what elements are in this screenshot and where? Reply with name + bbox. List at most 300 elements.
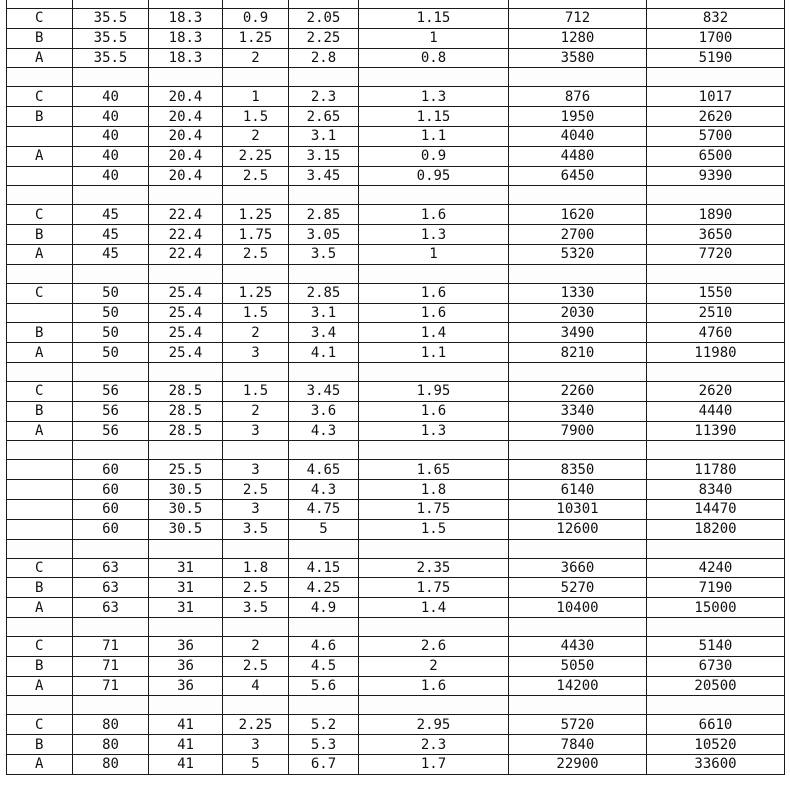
col-4-cell: 1.25 bbox=[223, 28, 289, 48]
col-5-cell: 5.3 bbox=[289, 735, 359, 755]
col-7-cell: 876 bbox=[509, 87, 647, 107]
col-8-cell: 4760 bbox=[647, 323, 785, 343]
col-7-cell: 3660 bbox=[509, 558, 647, 578]
col-5-cell: 3.45 bbox=[289, 381, 359, 401]
table-row bbox=[7, 598, 785, 618]
col-7-cell: 4430 bbox=[509, 636, 647, 656]
table-row bbox=[7, 87, 785, 107]
grade-cell: C bbox=[7, 558, 73, 578]
col-3-cell: 28.5 bbox=[149, 421, 223, 441]
col-4-cell: 4 bbox=[223, 676, 289, 696]
col-6-cell: 1.3 bbox=[359, 225, 509, 245]
empty-cell bbox=[73, 441, 149, 460]
empty-cell bbox=[359, 617, 509, 636]
grade-cell: C bbox=[7, 715, 73, 735]
col-4-cell: 2.25 bbox=[223, 715, 289, 735]
col-2-cell: 60 bbox=[73, 519, 149, 539]
col-4-cell: 1.5 bbox=[223, 303, 289, 323]
col-2-cell: 50 bbox=[73, 343, 149, 363]
col-8-cell: 4440 bbox=[647, 401, 785, 421]
col-2-cell: 63 bbox=[73, 578, 149, 598]
col-4-cell: 2 bbox=[223, 48, 289, 68]
col-2-cell: 45 bbox=[73, 225, 149, 245]
col-6-cell: 1.15 bbox=[359, 9, 509, 29]
col-7-cell: 6450 bbox=[509, 166, 647, 186]
empty-cell bbox=[223, 0, 289, 9]
col-5-cell: 4.1 bbox=[289, 343, 359, 363]
col-7-cell: 8350 bbox=[509, 460, 647, 480]
col-6-cell: 1.6 bbox=[359, 401, 509, 421]
col-2-cell: 40 bbox=[73, 107, 149, 127]
col-3-cell: 22.4 bbox=[149, 205, 223, 225]
col-7-cell: 5050 bbox=[509, 656, 647, 676]
col-5-cell: 2.65 bbox=[289, 107, 359, 127]
col-5-cell: 3.15 bbox=[289, 146, 359, 166]
col-2-cell: 80 bbox=[73, 735, 149, 755]
col-4-cell: 3 bbox=[223, 735, 289, 755]
col-5-cell: 2.85 bbox=[289, 283, 359, 303]
empty-cell bbox=[359, 696, 509, 715]
grade-cell bbox=[7, 499, 73, 519]
grade-cell: A bbox=[7, 343, 73, 363]
col-3-cell: 18.3 bbox=[149, 28, 223, 48]
col-5-cell: 2.85 bbox=[289, 205, 359, 225]
table-row bbox=[7, 480, 785, 500]
col-7-cell: 5320 bbox=[509, 244, 647, 264]
col-8-cell: 832 bbox=[647, 9, 785, 29]
empty-cell bbox=[647, 617, 785, 636]
col-4-cell: 2.25 bbox=[223, 146, 289, 166]
col-7-cell: 7840 bbox=[509, 735, 647, 755]
col-3-cell: 22.4 bbox=[149, 225, 223, 245]
table-row bbox=[7, 676, 785, 696]
empty-cell bbox=[509, 264, 647, 283]
col-4-cell: 0.9 bbox=[223, 9, 289, 29]
col-4-cell: 1.5 bbox=[223, 381, 289, 401]
col-5-cell: 2.3 bbox=[289, 87, 359, 107]
table-row bbox=[7, 166, 785, 186]
table-row bbox=[7, 225, 785, 245]
col-7-cell: 2700 bbox=[509, 225, 647, 245]
col-3-cell: 36 bbox=[149, 636, 223, 656]
col-2-cell: 71 bbox=[73, 656, 149, 676]
table-row bbox=[7, 754, 785, 774]
col-6-cell: 2 bbox=[359, 656, 509, 676]
empty-cell bbox=[289, 441, 359, 460]
col-3-cell: 25.5 bbox=[149, 460, 223, 480]
col-4-cell: 2 bbox=[223, 401, 289, 421]
data-table bbox=[6, 0, 785, 775]
table-row bbox=[7, 578, 785, 598]
col-5-cell: 3.6 bbox=[289, 401, 359, 421]
col-5-cell: 2.25 bbox=[289, 28, 359, 48]
col-3-cell: 28.5 bbox=[149, 381, 223, 401]
col-6-cell: 0.9 bbox=[359, 146, 509, 166]
empty-cell bbox=[7, 264, 73, 283]
col-7-cell: 10400 bbox=[509, 598, 647, 618]
empty-cell bbox=[149, 362, 223, 381]
col-3-cell: 25.4 bbox=[149, 283, 223, 303]
col-4-cell: 5 bbox=[223, 754, 289, 774]
col-2-cell: 35.5 bbox=[73, 48, 149, 68]
table-row bbox=[7, 323, 785, 343]
col-8-cell: 1700 bbox=[647, 28, 785, 48]
table-row bbox=[7, 303, 785, 323]
col-2-cell: 56 bbox=[73, 401, 149, 421]
col-2-cell: 71 bbox=[73, 676, 149, 696]
empty-cell bbox=[289, 696, 359, 715]
empty-cell bbox=[289, 68, 359, 87]
grade-cell: C bbox=[7, 636, 73, 656]
grade-cell: C bbox=[7, 87, 73, 107]
col-7-cell: 3340 bbox=[509, 401, 647, 421]
grade-cell: C bbox=[7, 9, 73, 29]
grade-cell bbox=[7, 166, 73, 186]
col-4-cell: 1.75 bbox=[223, 225, 289, 245]
empty-cell bbox=[647, 696, 785, 715]
col-8-cell: 33600 bbox=[647, 754, 785, 774]
col-2-cell: 80 bbox=[73, 715, 149, 735]
col-5-cell: 4.5 bbox=[289, 656, 359, 676]
col-4-cell: 2.5 bbox=[223, 656, 289, 676]
table-row bbox=[7, 499, 785, 519]
top-partial-row bbox=[7, 0, 785, 9]
table-row bbox=[7, 205, 785, 225]
col-7-cell: 10301 bbox=[509, 499, 647, 519]
col-2-cell: 71 bbox=[73, 636, 149, 656]
col-2-cell: 56 bbox=[73, 381, 149, 401]
empty-cell bbox=[223, 362, 289, 381]
empty-cell bbox=[73, 617, 149, 636]
col-4-cell: 3 bbox=[223, 460, 289, 480]
col-2-cell: 80 bbox=[73, 754, 149, 774]
separator-row bbox=[7, 264, 785, 283]
col-3-cell: 31 bbox=[149, 558, 223, 578]
empty-cell bbox=[149, 617, 223, 636]
grade-cell: B bbox=[7, 401, 73, 421]
col-3-cell: 41 bbox=[149, 735, 223, 755]
col-8-cell: 11780 bbox=[647, 460, 785, 480]
col-6-cell: 2.6 bbox=[359, 636, 509, 656]
col-6-cell: 1.3 bbox=[359, 87, 509, 107]
col-7-cell: 4040 bbox=[509, 126, 647, 146]
col-7-cell: 2030 bbox=[509, 303, 647, 323]
table-row bbox=[7, 146, 785, 166]
grade-cell bbox=[7, 480, 73, 500]
col-3-cell: 20.4 bbox=[149, 126, 223, 146]
empty-cell bbox=[359, 441, 509, 460]
grade-cell bbox=[7, 126, 73, 146]
grade-cell: B bbox=[7, 656, 73, 676]
separator-row bbox=[7, 441, 785, 460]
col-6-cell: 2.35 bbox=[359, 558, 509, 578]
col-2-cell: 40 bbox=[73, 126, 149, 146]
col-6-cell: 1.4 bbox=[359, 598, 509, 618]
col-4-cell: 1.25 bbox=[223, 283, 289, 303]
col-5-cell: 2.05 bbox=[289, 9, 359, 29]
col-8-cell: 6610 bbox=[647, 715, 785, 735]
grade-cell bbox=[7, 460, 73, 480]
col-6-cell: 1.15 bbox=[359, 107, 509, 127]
col-3-cell: 20.4 bbox=[149, 87, 223, 107]
empty-cell bbox=[7, 696, 73, 715]
col-6-cell: 1.75 bbox=[359, 499, 509, 519]
col-2-cell: 40 bbox=[73, 166, 149, 186]
grade-cell: A bbox=[7, 676, 73, 696]
col-7-cell: 5270 bbox=[509, 578, 647, 598]
table-row bbox=[7, 735, 785, 755]
grade-cell: A bbox=[7, 48, 73, 68]
col-6-cell: 1 bbox=[359, 28, 509, 48]
empty-cell bbox=[7, 362, 73, 381]
empty-cell bbox=[73, 696, 149, 715]
col-4-cell: 2.5 bbox=[223, 480, 289, 500]
col-3-cell: 30.5 bbox=[149, 519, 223, 539]
grade-cell: B bbox=[7, 323, 73, 343]
col-6-cell: 2.3 bbox=[359, 735, 509, 755]
col-3-cell: 31 bbox=[149, 578, 223, 598]
empty-cell bbox=[149, 539, 223, 558]
col-3-cell: 25.4 bbox=[149, 343, 223, 363]
col-3-cell: 31 bbox=[149, 598, 223, 618]
col-6-cell: 1.75 bbox=[359, 578, 509, 598]
empty-cell bbox=[359, 539, 509, 558]
col-7-cell: 712 bbox=[509, 9, 647, 29]
table-row bbox=[7, 283, 785, 303]
table-row bbox=[7, 28, 785, 48]
empty-cell bbox=[7, 441, 73, 460]
col-8-cell: 15000 bbox=[647, 598, 785, 618]
col-6-cell: 1.1 bbox=[359, 126, 509, 146]
grade-cell: B bbox=[7, 107, 73, 127]
separator-row bbox=[7, 68, 785, 87]
col-5-cell: 4.6 bbox=[289, 636, 359, 656]
grade-cell bbox=[7, 519, 73, 539]
col-3-cell: 18.3 bbox=[149, 9, 223, 29]
col-4-cell: 2.5 bbox=[223, 578, 289, 598]
col-4-cell: 2 bbox=[223, 126, 289, 146]
col-5-cell: 4.3 bbox=[289, 421, 359, 441]
col-8-cell: 7190 bbox=[647, 578, 785, 598]
col-5-cell: 4.3 bbox=[289, 480, 359, 500]
grade-cell: B bbox=[7, 578, 73, 598]
empty-cell bbox=[647, 441, 785, 460]
col-5-cell: 5 bbox=[289, 519, 359, 539]
empty-cell bbox=[359, 362, 509, 381]
col-5-cell: 3.45 bbox=[289, 166, 359, 186]
empty-cell bbox=[509, 0, 647, 9]
col-2-cell: 50 bbox=[73, 303, 149, 323]
col-3-cell: 20.4 bbox=[149, 166, 223, 186]
col-8-cell: 3650 bbox=[647, 225, 785, 245]
col-8-cell: 4240 bbox=[647, 558, 785, 578]
col-4-cell: 3 bbox=[223, 343, 289, 363]
empty-cell bbox=[223, 617, 289, 636]
col-8-cell: 2620 bbox=[647, 381, 785, 401]
col-3-cell: 41 bbox=[149, 715, 223, 735]
col-8-cell: 2620 bbox=[647, 107, 785, 127]
empty-cell bbox=[223, 68, 289, 87]
separator-row bbox=[7, 362, 785, 381]
col-6-cell: 2.95 bbox=[359, 715, 509, 735]
col-2-cell: 60 bbox=[73, 460, 149, 480]
grade-cell: A bbox=[7, 244, 73, 264]
col-6-cell: 1 bbox=[359, 244, 509, 264]
col-6-cell: 0.95 bbox=[359, 166, 509, 186]
col-3-cell: 18.3 bbox=[149, 48, 223, 68]
empty-cell bbox=[73, 186, 149, 205]
col-8-cell: 14470 bbox=[647, 499, 785, 519]
col-6-cell: 1.6 bbox=[359, 303, 509, 323]
table-row bbox=[7, 343, 785, 363]
col-6-cell: 1.6 bbox=[359, 676, 509, 696]
empty-cell bbox=[7, 186, 73, 205]
empty-cell bbox=[73, 539, 149, 558]
col-2-cell: 45 bbox=[73, 244, 149, 264]
empty-cell bbox=[647, 539, 785, 558]
table-row bbox=[7, 381, 785, 401]
empty-cell bbox=[647, 186, 785, 205]
empty-cell bbox=[509, 68, 647, 87]
col-2-cell: 63 bbox=[73, 558, 149, 578]
col-2-cell: 50 bbox=[73, 283, 149, 303]
empty-cell bbox=[73, 264, 149, 283]
separator-row bbox=[7, 696, 785, 715]
grade-cell: A bbox=[7, 754, 73, 774]
col-5-cell: 3.4 bbox=[289, 323, 359, 343]
col-7-cell: 3490 bbox=[509, 323, 647, 343]
col-7-cell: 7900 bbox=[509, 421, 647, 441]
empty-cell bbox=[509, 186, 647, 205]
col-8-cell: 1017 bbox=[647, 87, 785, 107]
col-3-cell: 30.5 bbox=[149, 499, 223, 519]
grade-cell: A bbox=[7, 421, 73, 441]
empty-cell bbox=[359, 186, 509, 205]
col-7-cell: 22900 bbox=[509, 754, 647, 774]
col-7-cell: 12600 bbox=[509, 519, 647, 539]
table-row bbox=[7, 519, 785, 539]
table-row bbox=[7, 401, 785, 421]
empty-cell bbox=[289, 186, 359, 205]
col-7-cell: 14200 bbox=[509, 676, 647, 696]
table-row bbox=[7, 126, 785, 146]
col-3-cell: 36 bbox=[149, 676, 223, 696]
col-6-cell: 1.6 bbox=[359, 283, 509, 303]
empty-cell bbox=[509, 362, 647, 381]
col-6-cell: 1.6 bbox=[359, 205, 509, 225]
separator-row bbox=[7, 617, 785, 636]
col-3-cell: 41 bbox=[149, 754, 223, 774]
col-4-cell: 3 bbox=[223, 421, 289, 441]
empty-cell bbox=[289, 264, 359, 283]
table-row bbox=[7, 636, 785, 656]
grade-cell: A bbox=[7, 598, 73, 618]
empty-cell bbox=[289, 362, 359, 381]
empty-cell bbox=[223, 441, 289, 460]
empty-cell bbox=[73, 0, 149, 9]
grade-cell: A bbox=[7, 146, 73, 166]
empty-cell bbox=[289, 539, 359, 558]
col-8-cell: 11390 bbox=[647, 421, 785, 441]
col-8-cell: 11980 bbox=[647, 343, 785, 363]
empty-cell bbox=[509, 617, 647, 636]
table-row bbox=[7, 244, 785, 264]
col-6-cell: 1.3 bbox=[359, 421, 509, 441]
col-8-cell: 8340 bbox=[647, 480, 785, 500]
col-5-cell: 4.9 bbox=[289, 598, 359, 618]
col-4-cell: 1 bbox=[223, 87, 289, 107]
col-7-cell: 1950 bbox=[509, 107, 647, 127]
col-3-cell: 28.5 bbox=[149, 401, 223, 421]
empty-cell bbox=[647, 264, 785, 283]
col-5-cell: 4.65 bbox=[289, 460, 359, 480]
col-6-cell: 1.7 bbox=[359, 754, 509, 774]
col-4-cell: 2.5 bbox=[223, 244, 289, 264]
col-3-cell: 30.5 bbox=[149, 480, 223, 500]
col-2-cell: 50 bbox=[73, 323, 149, 343]
empty-cell bbox=[289, 0, 359, 9]
empty-cell bbox=[647, 362, 785, 381]
col-6-cell: 1.8 bbox=[359, 480, 509, 500]
col-7-cell: 2260 bbox=[509, 381, 647, 401]
empty-cell bbox=[359, 264, 509, 283]
col-5-cell: 5.6 bbox=[289, 676, 359, 696]
col-8-cell: 18200 bbox=[647, 519, 785, 539]
empty-cell bbox=[7, 68, 73, 87]
col-8-cell: 9390 bbox=[647, 166, 785, 186]
grade-cell: C bbox=[7, 283, 73, 303]
col-3-cell: 22.4 bbox=[149, 244, 223, 264]
table-row bbox=[7, 421, 785, 441]
col-4-cell: 1.8 bbox=[223, 558, 289, 578]
grade-cell bbox=[7, 303, 73, 323]
col-4-cell: 1.25 bbox=[223, 205, 289, 225]
col-8-cell: 5190 bbox=[647, 48, 785, 68]
col-3-cell: 20.4 bbox=[149, 146, 223, 166]
col-5-cell: 3.1 bbox=[289, 303, 359, 323]
empty-cell bbox=[149, 441, 223, 460]
empty-cell bbox=[289, 617, 359, 636]
col-4-cell: 3.5 bbox=[223, 519, 289, 539]
col-2-cell: 56 bbox=[73, 421, 149, 441]
empty-cell bbox=[7, 539, 73, 558]
col-6-cell: 0.8 bbox=[359, 48, 509, 68]
empty-cell bbox=[509, 539, 647, 558]
col-7-cell: 8210 bbox=[509, 343, 647, 363]
col-8-cell: 6500 bbox=[647, 146, 785, 166]
empty-cell bbox=[73, 68, 149, 87]
empty-cell bbox=[647, 0, 785, 9]
empty-cell bbox=[509, 441, 647, 460]
empty-cell bbox=[149, 264, 223, 283]
col-2-cell: 40 bbox=[73, 87, 149, 107]
table-row bbox=[7, 656, 785, 676]
col-7-cell: 1330 bbox=[509, 283, 647, 303]
col-8-cell: 2510 bbox=[647, 303, 785, 323]
empty-cell bbox=[7, 0, 73, 9]
col-8-cell: 20500 bbox=[647, 676, 785, 696]
col-6-cell: 1.65 bbox=[359, 460, 509, 480]
col-8-cell: 1890 bbox=[647, 205, 785, 225]
col-6-cell: 1.5 bbox=[359, 519, 509, 539]
empty-cell bbox=[73, 362, 149, 381]
col-4-cell: 2 bbox=[223, 323, 289, 343]
empty-cell bbox=[149, 0, 223, 9]
table-row bbox=[7, 9, 785, 29]
grade-cell: B bbox=[7, 28, 73, 48]
table-row bbox=[7, 107, 785, 127]
col-2-cell: 60 bbox=[73, 499, 149, 519]
